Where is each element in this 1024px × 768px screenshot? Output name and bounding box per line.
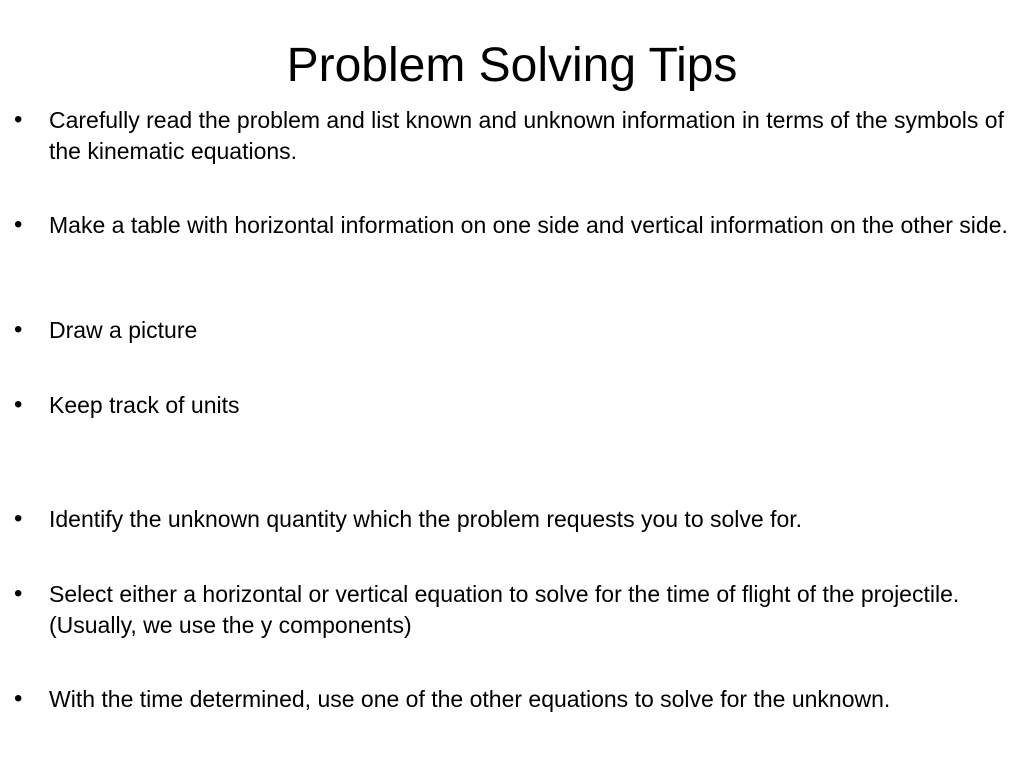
bullet-icon: • [14, 580, 23, 607]
slide-title: Problem Solving Tips [286, 39, 738, 92]
bullet-text: Carefully read the problem and list known and unknown information in terms of the symbols of the kinematic equations. [49, 107, 1004, 164]
bullet-text: Keep track of units [49, 392, 240, 418]
bullet-text: Identify the unknown quantity which the problem requests you to solve for. [49, 506, 803, 532]
bullet-icon: • [14, 316, 23, 343]
bullet-icon: • [14, 391, 23, 418]
bullet-text: Select either a horizontal or vertical equation to solve for the time of flight of the projectile. (Usually, we use the y components) [49, 581, 960, 638]
bullet-icon: • [14, 685, 23, 712]
bullet-text: With the time determined, use one of the other equations to solve for the unknown. [49, 686, 891, 712]
bullet-icon: • [14, 505, 23, 532]
bullet-text: Draw a picture [49, 317, 198, 343]
bullet-icon: • [14, 106, 23, 133]
bullet-text: Make a table with horizontal information on one side and vertical information on the other side. [49, 212, 1008, 238]
bullet-icon: • [14, 211, 23, 238]
